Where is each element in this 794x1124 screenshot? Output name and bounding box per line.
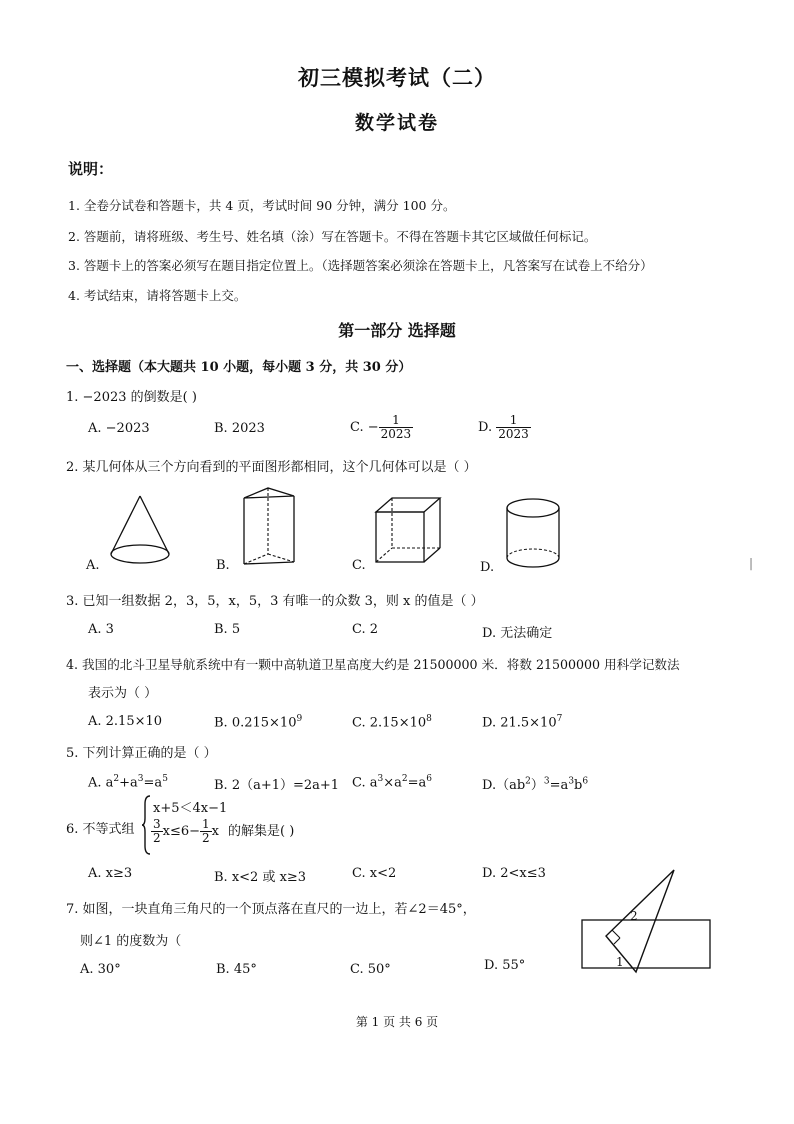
- inequality-line-1: x+5＜4x−1: [153, 801, 228, 816]
- exponent: 2: [401, 774, 408, 784]
- exponent: 8: [426, 714, 432, 724]
- note-item: 1. 全卷分试卷和答题卡，共 4 页，考试时间 90 分钟，满分 100 分。: [68, 198, 456, 213]
- exponent: 2: [525, 776, 531, 787]
- note-item: 4. 考试结束，请将答题卡上交。: [68, 288, 247, 303]
- question-2-stem: 2. 某几何体从三个方向看到的平面图形都相同，这个几何体可以是（ ）: [66, 460, 477, 475]
- question-4-stem-line2: 表示为（ ）: [88, 686, 158, 701]
- note-item: 3. 答题卡上的答案必须写在题目指定位置上。（选择题答案必须涂在答题卡上，凡答案写在试卷上不给分）: [68, 258, 653, 273]
- question-7-option-d: D. 55°: [484, 958, 526, 973]
- notes-heading: 说明：: [68, 160, 114, 178]
- question-6-option-b: B. x<2 或 x≥3: [214, 870, 307, 885]
- option-d-prefix: D.: [478, 420, 497, 436]
- exponent: 2: [113, 774, 120, 784]
- expr-part: =a: [143, 775, 163, 791]
- expr-part: ）: [530, 778, 544, 793]
- fraction-numerator: 3: [153, 817, 161, 831]
- question-7-stem: 7. 如图，一块直角三角尺的一个顶点落在直尺的一边上，若∠2＝45°，: [66, 902, 476, 917]
- page-footer: 第 1 页 共 6 页: [355, 1015, 439, 1029]
- section-heading: 一、选择题（本大题共 10 小题，每小题 3 分，共 30 分）: [66, 360, 412, 375]
- question-7-option-b: B. 45°: [216, 962, 257, 977]
- fraction-numerator: 1: [379, 414, 414, 428]
- expr-part: +a: [119, 775, 138, 791]
- exam-subtitle: 数学试卷: [354, 112, 439, 134]
- question-2-option-d: D.: [480, 560, 495, 575]
- base-text: D. 21.5×10: [482, 715, 557, 731]
- question-1-option-c: [350, 414, 413, 441]
- cone-figure: [105, 492, 175, 572]
- expr-part: x: [211, 824, 220, 840]
- question-6-stem-prefix: 6. 不等式组: [66, 822, 135, 837]
- question-3-option-c: C. 2: [352, 622, 379, 637]
- note-item: 2. 答题前，请将班级、考生号、姓名填（涂）写在答题卡。不得在答题卡其它区域做任何标记。: [68, 229, 597, 244]
- expr-part: =a: [407, 775, 427, 791]
- triangular-prism-figure: [238, 484, 300, 574]
- ruler-triangle-figure: [578, 862, 716, 974]
- question-6-option-d: D. 2<x≤3: [482, 866, 546, 881]
- fraction: [496, 414, 531, 441]
- exponent: 3: [568, 776, 575, 787]
- base-text: B. 0.215×10: [214, 715, 297, 731]
- fraction-denominator: 2023: [380, 427, 412, 442]
- question-5-stem: 5. 下列计算正确的是（ ）: [66, 746, 217, 761]
- question-1-stem: 1. −2023 的倒数是( ): [66, 390, 197, 405]
- question-2-option-a: A.: [86, 558, 100, 573]
- question-7-option-a: A. 30°: [80, 962, 121, 977]
- question-3-stem: 3. 已知一组数据 2，3，5，x，5，3 有唯一的众数 3，则 x 的值是（ ）: [66, 594, 484, 609]
- question-1-option-d: [478, 414, 531, 441]
- expr-part: x≤6−: [162, 824, 201, 840]
- fraction-denominator: 2: [202, 831, 210, 846]
- exponent: 7: [556, 714, 563, 724]
- question-5-option-d: [482, 774, 588, 793]
- question-4-option-c: [352, 714, 432, 730]
- base-text: C. 2.15×10: [352, 715, 427, 731]
- question-3-option-a: A. 3: [88, 622, 114, 637]
- question-2-option-b: B.: [216, 558, 230, 573]
- exam-title: 初三模拟考试（二）: [298, 65, 496, 90]
- part-heading: 第一部分 选择题: [338, 321, 456, 340]
- exponent: 6: [426, 774, 433, 784]
- question-7-stem-line2: 则∠1 的度数为（: [80, 934, 182, 949]
- exponent: 3: [377, 774, 384, 784]
- question-5-option-b: B. 2（a+1）=2a+1: [214, 778, 340, 793]
- fraction-numerator: 1: [496, 414, 531, 428]
- expr-part: b: [574, 778, 583, 793]
- exponent: 5: [162, 774, 168, 784]
- angle-1-label: 1: [616, 955, 624, 969]
- question-5-option-c: [352, 774, 432, 790]
- question-4-option-a: A. 2.15×10: [88, 714, 163, 729]
- expr-part: C. a: [352, 775, 378, 791]
- exponent: 6: [582, 776, 589, 787]
- brace-icon: [141, 794, 151, 856]
- question-3-option-d: D. 无法确定: [482, 626, 553, 641]
- fraction: [379, 414, 414, 441]
- fraction: [151, 818, 163, 845]
- question-6-option-a: A. x≥3: [88, 866, 133, 881]
- fraction: [200, 818, 212, 845]
- question-4-option-b: [214, 714, 302, 730]
- question-4-stem: 4. 我国的北斗卫星导航系统中有一颗中高轨道卫星高度大约是 21500000 米．将数 21500000 用科学记数法: [66, 657, 680, 672]
- fraction-denominator: 2023: [498, 427, 529, 442]
- exponent: 3: [137, 774, 144, 784]
- expr-part: D.（ab: [482, 778, 526, 793]
- option-c-prefix: C. −: [350, 420, 379, 436]
- question-5-option-a: [88, 774, 168, 790]
- expr-part: A. a: [88, 775, 114, 791]
- question-4-option-d: [482, 714, 562, 730]
- cube-figure: [372, 494, 444, 570]
- question-2-option-c: C.: [352, 558, 366, 573]
- fraction-denominator: 2: [153, 831, 161, 846]
- exponent: 3: [543, 776, 550, 787]
- inequality-line-2: [151, 818, 219, 845]
- expr-part: =a: [549, 778, 569, 793]
- question-1-option-a: A. −2023: [88, 421, 150, 436]
- expr-part: ×a: [383, 775, 402, 791]
- question-7-option-c: C. 50°: [350, 962, 391, 977]
- question-6-option-c: C. x<2: [352, 866, 397, 881]
- angle-2-label: 2: [630, 909, 638, 923]
- question-6-stem-suffix: 的解集是( ): [228, 824, 295, 839]
- fraction-numerator: 1: [202, 817, 210, 831]
- margin-mark: |: [749, 556, 754, 570]
- cylinder-figure: [500, 494, 566, 574]
- question-3-option-b: B. 5: [214, 622, 241, 637]
- exponent: 9: [296, 714, 303, 724]
- question-1-option-b: B. 2023: [214, 421, 265, 436]
